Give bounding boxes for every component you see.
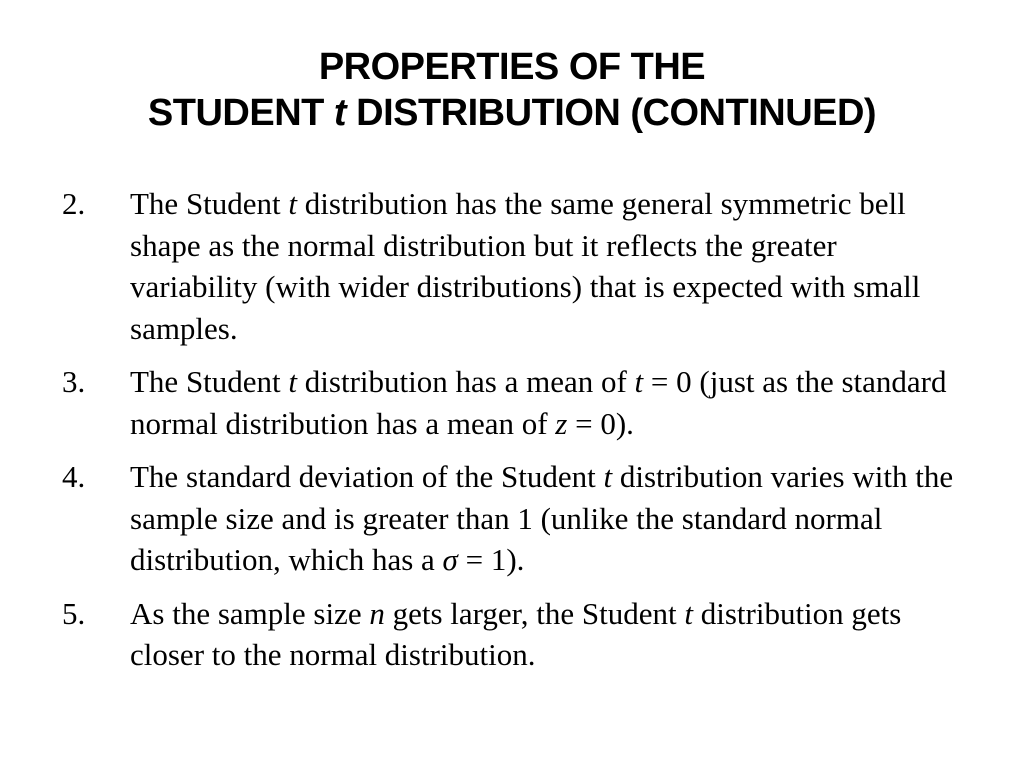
title-variable-t: t xyxy=(333,92,347,134)
list-item-text: The Student xyxy=(130,364,289,399)
variable-t: t xyxy=(634,364,644,399)
list-item-text: The Student xyxy=(130,186,289,221)
list-item-text: gets larger, the Student xyxy=(384,595,685,631)
list-item-text: The standard deviation of the Student xyxy=(130,459,604,494)
list-item-text: distribution varies with the sample size and is greater than 1 (unlike the standard normal distribution, which has a xyxy=(130,459,954,577)
variable-t: t xyxy=(684,595,693,631)
list-item-number: 5. xyxy=(62,595,86,631)
list-item xyxy=(62,183,962,349)
variable-sigma: σ xyxy=(442,542,458,577)
list-item-text: As the sample size xyxy=(130,595,370,631)
title-line-2-end: DISTRIBUTION (CONTINUED) xyxy=(346,92,877,134)
list-item xyxy=(62,361,962,444)
slide-title xyxy=(0,44,1024,136)
list-item xyxy=(62,593,962,676)
list-item-number: 4. xyxy=(62,459,86,494)
variable-n: n xyxy=(369,595,385,631)
variable-t: t xyxy=(288,186,298,221)
list-item-number: 3. xyxy=(62,364,86,399)
properties-list xyxy=(62,183,962,688)
list-item-text: = 0). xyxy=(567,405,634,441)
list-item-text: distribution has a mean of xyxy=(297,364,635,399)
list-item-text: = 0 (just as the standard normal distribution has a mean of xyxy=(130,364,947,441)
list-item-number: 2. xyxy=(62,186,86,221)
title-line-2-start: STUDENT xyxy=(147,92,334,134)
variable-t: t xyxy=(603,459,613,494)
list-item-text: = 1). xyxy=(457,542,525,577)
variable-z: z xyxy=(555,405,568,441)
title-line-1: PROPERTIES OF THE xyxy=(318,46,706,88)
list-item xyxy=(62,456,962,581)
variable-t: t xyxy=(288,364,298,399)
list-item-text: distribution gets closer to the normal distribution. xyxy=(130,595,902,672)
list-item-text: distribution has the same general symmetric bell shape as the normal distribution but it reflects the greater variability (with wider distributions) that is expected with small samples. xyxy=(130,186,921,346)
title-line-2 xyxy=(0,90,1024,136)
